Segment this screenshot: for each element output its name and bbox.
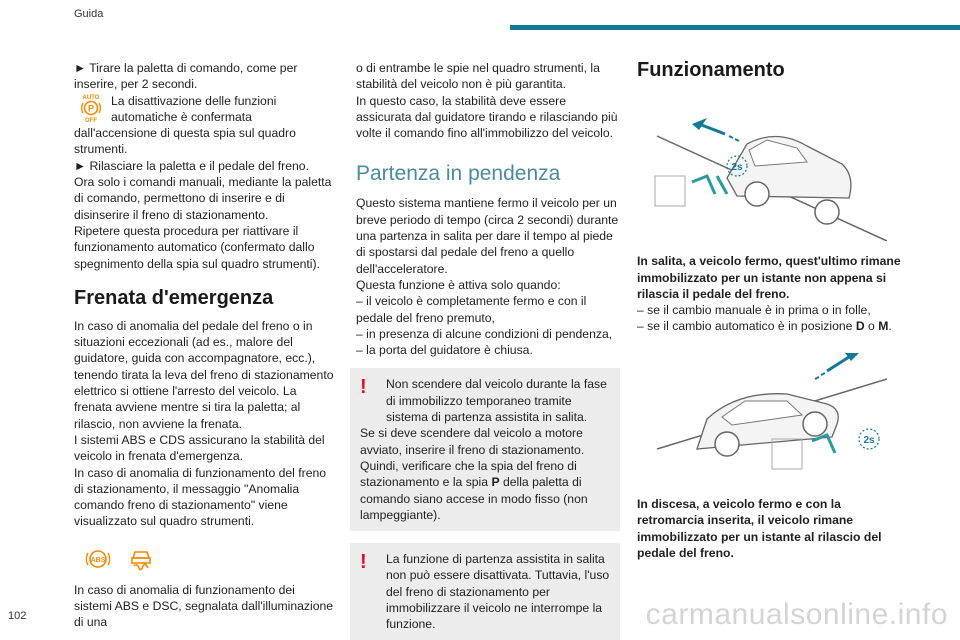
abs-warning-icon bbox=[84, 546, 112, 572]
emergency-braking-text: In caso di anomalia del pedale del freno o in situazioni eccezionali (ad es., malore del guidatore, guida con accompagnatore, ecc.), tenendo tirata la leva del freno di stazionamento elettrico si ottiene l'arresto del veicolo. La frenata avviene mentre si tira la paletta; al rilascio, non avviene la frenata. bbox=[74, 318, 334, 431]
abs-cds-text: I sistemi ABS e CDS assicurano la stabilità del veicolo in frenata d'emergenza. bbox=[74, 432, 325, 464]
warning-text: Non scendere dal veicolo durante la fase di immobilizzo temporaneo tramite sistema di partenza assistita in salita. bbox=[386, 377, 607, 425]
condition-item: – in presenza di alcune condizioni di pendenza, bbox=[356, 326, 613, 341]
page-header-title: Guida bbox=[74, 8, 104, 20]
heading-hill-start: Partenza in pendenza bbox=[356, 162, 561, 186]
hill-start-description: Questo sistema mantiene fermo il veicolo per un breve periodo di tempo (circa 2 secondi) durante una partenza in salita per dare il tempo al piede di spostarsi dal pedale del freno a quello dell'acceleratore. bbox=[356, 196, 619, 276]
auto-off-paragraph bbox=[74, 93, 334, 158]
auto-icon-label-bottom: OFF bbox=[85, 117, 97, 123]
figure-2s-label: 2s bbox=[731, 162, 743, 173]
parking-brake-fault-text: In caso di anomalia di funzionamento del freno di stazionamento, il messaggio "Anomalia comando freno di stazionamento" viene visualizzato sul quadro strumenti. bbox=[74, 465, 327, 529]
heading-operation: Funzionamento bbox=[637, 59, 785, 81]
page-number: 102 bbox=[8, 610, 27, 622]
uphill-condition-item: – se il cambio manuale è in prima o in folle, bbox=[637, 303, 871, 318]
warning-box-cannot-disable bbox=[350, 543, 620, 640]
column-1 bbox=[74, 60, 334, 631]
auto-off-confirmation-text: La disattivazione delle funzioni automatiche è confermata dall'accensione di questa spia sul quadro strumenti. bbox=[74, 93, 296, 157]
abs-icon-label: ABS bbox=[90, 556, 106, 564]
header-accent-bar bbox=[510, 25, 960, 30]
manual-only-text: Ora solo i comandi manuali, mediante la paletta di comando, permettono di inserire e di disinserire il freno di stazionamento. bbox=[74, 175, 332, 222]
downhill-car-illustration bbox=[637, 349, 887, 484]
dsc-skid-warning-icon bbox=[127, 546, 155, 572]
warning-text: Se si deve scendere dal veicolo a motore avviato, inserire il freno di stazionamento. bbox=[360, 426, 585, 457]
watermark: carmanualsonline.info bbox=[645, 598, 948, 631]
warning-icons-row bbox=[84, 546, 334, 572]
driver-stability-text: In questo caso, la stabilità deve essere assicurata dal guidatore tirando e rilasciando più volte il comando fino all'immobilizzo del veicolo. bbox=[356, 93, 618, 141]
warning-exclamation-icon: ! bbox=[360, 551, 367, 574]
instruction-pull-paddle: ► Tirare la paletta di comando, come per inserire, per 2 secondi. bbox=[74, 61, 298, 92]
condition-item: – il veicolo è completamente fermo e con il pedale del freno premuto, bbox=[356, 294, 587, 325]
heading-emergency-braking: Frenata d'emergenza bbox=[74, 286, 274, 309]
figure-2s-label: 2s bbox=[863, 434, 875, 446]
uphill-car-illustration bbox=[637, 106, 887, 241]
column-3 bbox=[637, 60, 902, 561]
warning-text: Quindi, verificare che la spia del freno di stazionamento e la spia P della paletta di comando siano accese in modo fisso (non lampeggiante). bbox=[360, 458, 588, 522]
condition-item: – la porta del guidatore è chiusa. bbox=[356, 343, 533, 358]
abs-dsc-fault-text: In caso di anomalia di funzionamento dei sistemi ABS e DSC, segnalata dall'illuminazione di una bbox=[74, 582, 334, 630]
downhill-caption: In discesa, a veicolo fermo e con la retromarcia inserita, il veicolo rimane immobilizzato per un istante al rilascio del pedale del freno. bbox=[637, 497, 882, 560]
auto-icon-label-top: AUTO bbox=[82, 94, 100, 101]
stability-text: o di entrambe le spie nel quadro strumenti, la stabilità del veicolo non è più garantita. bbox=[356, 61, 600, 92]
instruction-release: ► Rilasciare la paletta e il pedale del freno. bbox=[74, 158, 309, 173]
warning-box-exit-vehicle bbox=[350, 368, 620, 531]
repeat-procedure-text: Ripetere questa procedura per riattivare il funzionamento automatico (confermato dallo spegnimento della spia sul quadro strumenti). bbox=[74, 223, 320, 271]
warning-text: La funzione di partenza assistita in salita non può essere disattivata. Tuttavia, l'uso del freno di stazionamento per immobilizzare il veicolo ne interrompe la funzione. bbox=[386, 552, 610, 632]
auto-p-off-warning-icon bbox=[78, 93, 104, 123]
hill-start-conditions-intro: Questa funzione è attiva solo quando: bbox=[356, 277, 561, 292]
uphill-caption: In salita, a veicolo fermo, quest'ultimo rimane immobilizzato per un istante non appena si rilascia il pedale del freno. bbox=[637, 254, 901, 301]
warning-exclamation-icon: ! bbox=[360, 376, 367, 399]
uphill-condition-item: – se il cambio automatico è in posizione D o M. bbox=[637, 319, 892, 334]
column-2 bbox=[356, 60, 620, 640]
auto-icon-label-p: P bbox=[87, 103, 95, 114]
